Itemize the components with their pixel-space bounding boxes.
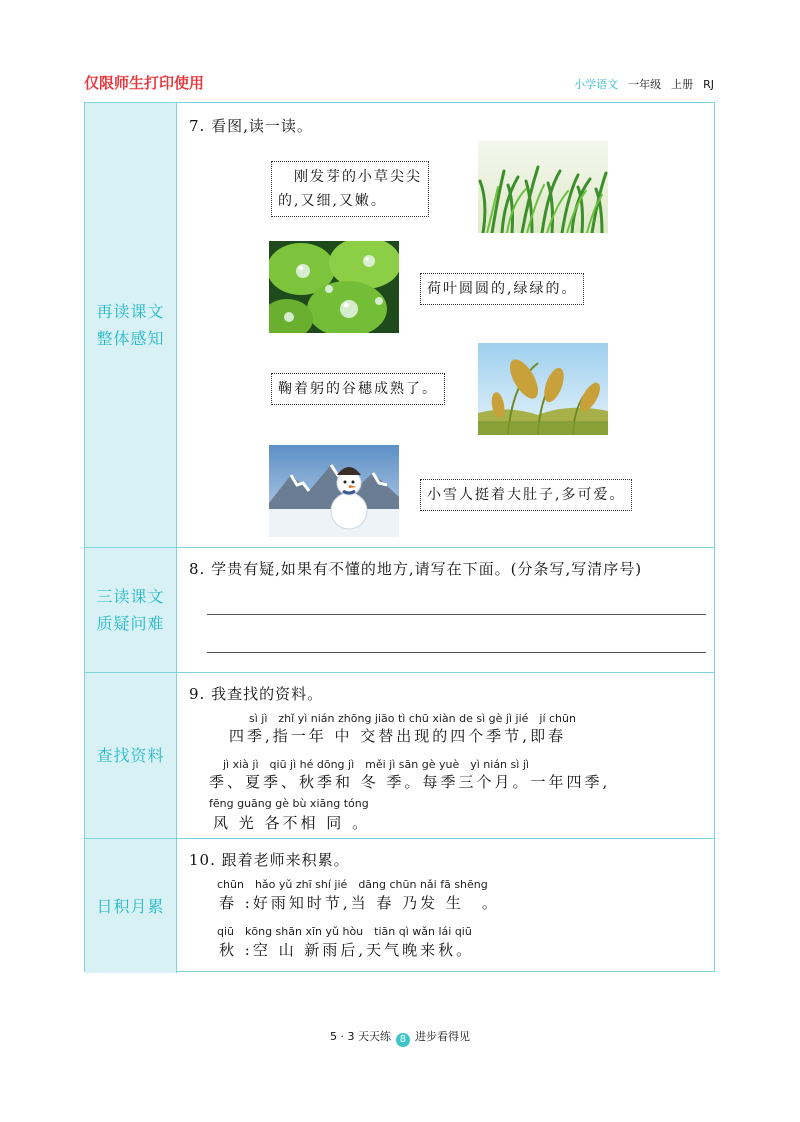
book-info xyxy=(574,76,714,92)
footer-brand: 5 · 3 天天练 xyxy=(330,1030,391,1043)
section-content xyxy=(177,839,714,973)
question-9-title: 9. 我查找的资料。 xyxy=(189,685,324,703)
lotus-leaf-photo xyxy=(269,241,399,333)
grade-label: 一年级 xyxy=(628,78,662,91)
grain-ear-photo xyxy=(478,343,608,435)
section-label-line: 三读课文 xyxy=(96,587,165,606)
section-third-reading-questions xyxy=(85,548,714,673)
pinyin-line: sì jì zhǐ yì nián zhōng jiāo tì chū xiàn de sì gè jì jié jí chūn xyxy=(249,712,576,725)
caption-lotus xyxy=(420,273,584,305)
subject-label: 小学语文 xyxy=(574,78,619,91)
section-label xyxy=(85,839,177,973)
question-8-title: 8. 学贵有疑,如果有不懂的地方,请写在下面。(分条写,写清序号) xyxy=(189,560,643,578)
caption-line: 小雪人挺着大肚子,多可爱。 xyxy=(427,487,626,503)
pinyin-line: jì xià jì qiū jì hé dōng jì měi jì sān gè yuè yì nián sì jì xyxy=(223,758,529,771)
caption-line: 的,又细,又嫩。 xyxy=(278,193,387,209)
hanzi-line: 风 光 各不相 同 。 xyxy=(213,814,371,832)
section-content xyxy=(177,673,714,838)
section-label-line: 日积月累 xyxy=(96,896,165,916)
section-content xyxy=(177,103,714,547)
caption-line: 荷叶圆圆的,绿绿的。 xyxy=(427,281,578,297)
section-label-line: 质疑问难 xyxy=(96,614,165,633)
volume-label: 上册 xyxy=(671,78,694,91)
writing-line[interactable] xyxy=(207,614,706,615)
footer-slogan: 进步看得见 xyxy=(414,1030,470,1043)
page-number: 8 xyxy=(396,1033,410,1047)
hanzi-line: 四季,指一年 中 交替出现的四个季节,即春 xyxy=(229,727,567,745)
caption-line: 鞠着躬的谷穗成熟了。 xyxy=(278,381,438,397)
section-label xyxy=(85,548,177,672)
hanzi-line: 秋 :空 山 新雨后,天气晚来秋。 xyxy=(219,941,475,959)
edition-label: RJ xyxy=(703,78,714,91)
snowman-photo xyxy=(269,445,399,537)
section-accumulate xyxy=(85,839,714,973)
section-label-line: 查找资料 xyxy=(96,746,165,765)
pinyin-line: qiū kōng shān xīn yǔ hòu tiān qì wǎn lái qiū xyxy=(217,925,472,938)
page-footer xyxy=(0,1028,800,1047)
caption-snowman xyxy=(420,479,632,511)
grass-photo xyxy=(478,141,608,233)
question-7-title: 7. 看图,读一读。 xyxy=(189,117,313,135)
section-research xyxy=(85,673,714,839)
section-reread-overview xyxy=(85,103,714,548)
caption-grain xyxy=(271,373,445,405)
hanzi-line: 春 :好雨知时节,当 春 乃发 生 。 xyxy=(219,894,500,912)
print-notice: 仅限师生打印使用 xyxy=(84,74,205,92)
section-label xyxy=(85,673,177,838)
question-10-title: 10. 跟着老师来积累。 xyxy=(189,851,350,869)
worksheet-table xyxy=(84,102,715,972)
section-label-line: 整体感知 xyxy=(96,329,165,348)
section-label-line: 再读课文 xyxy=(96,302,165,321)
pinyin-line: fēng guāng gè bù xiāng tóng xyxy=(209,797,369,810)
writing-line[interactable] xyxy=(207,652,706,653)
pinyin-line: chūn hǎo yǔ zhī shí jié dāng chūn nǎi fā shēng xyxy=(217,878,488,891)
caption-line: 刚发芽的小草尖尖 xyxy=(278,169,422,185)
caption-grass xyxy=(271,161,429,217)
section-label xyxy=(85,103,177,547)
hanzi-line: 季、夏季、秋季和 冬 季。每季三个月。一年四季, xyxy=(209,773,611,791)
section-content xyxy=(177,548,714,672)
